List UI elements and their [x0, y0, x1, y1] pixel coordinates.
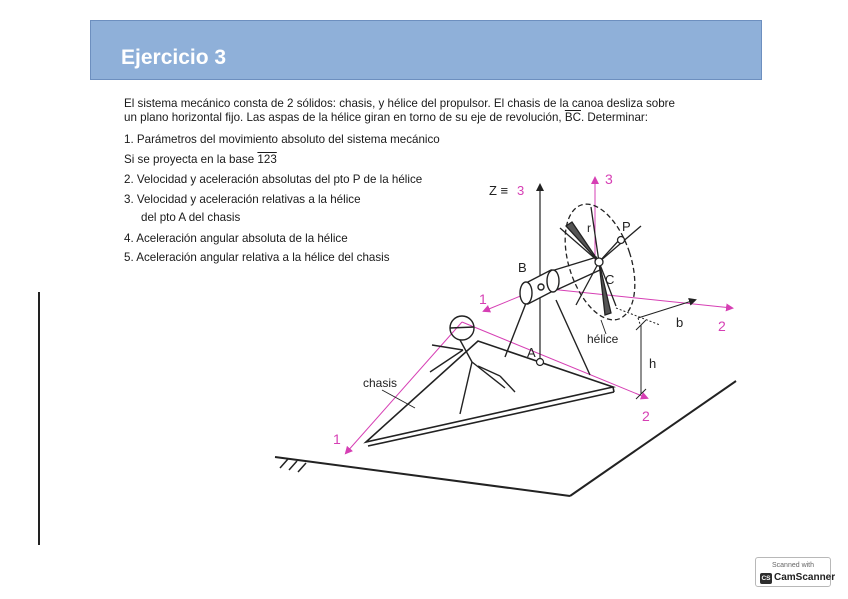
dimension-h	[636, 320, 646, 399]
axis-2-upper-label: 2	[718, 318, 726, 334]
axis-1-upper-label: 1	[479, 291, 487, 307]
chasis-leader	[382, 390, 415, 408]
task-5: 5. Aceleración angular relativa a la hélice del chasis	[124, 251, 390, 264]
camscanner-logo-icon: CS	[761, 575, 771, 582]
point-a-label: A	[527, 345, 536, 360]
task-2: 2. Velocidad y aceleración absolutas del pto P de la hélice	[124, 173, 423, 186]
z-axis-number: 3	[517, 183, 525, 198]
dimension-h-label: h	[649, 356, 657, 371]
badge-brand: CamScanner	[774, 572, 836, 583]
propeller-hub	[520, 257, 600, 304]
page-title: Ejercicio 3	[121, 46, 227, 69]
propeller	[552, 195, 648, 328]
camscanner-badge	[755, 557, 836, 587]
task-3-continued: del pto A del chasis	[141, 211, 241, 224]
support-struts	[505, 298, 590, 375]
intro-line-2-start: un plano horizontal fijo. Las aspas de la hélice giran en torno de su eje de revolución,	[124, 111, 565, 124]
point-a-marker	[537, 359, 544, 366]
point-b-label: B	[518, 260, 527, 275]
axis-bc: $\overline{BC}$	[564, 111, 581, 124]
badge-caption: Scanned with	[771, 562, 815, 569]
canoe-hull	[366, 341, 614, 446]
task-4: 4. Aceleración angular absoluta de la hélice	[124, 232, 348, 245]
task-3: 3. Velocidad y aceleración relativas a la hélice	[124, 193, 361, 206]
base-123: 123	[257, 153, 277, 166]
helice-label: hélice	[587, 332, 619, 346]
axis-2-lower-label: 2	[642, 408, 650, 424]
chasis-label: chasis	[363, 376, 398, 390]
axis-3-label: 3	[605, 171, 613, 187]
task-1: 1. Parámetros del movimiento absoluto del sistema mecánico	[124, 133, 440, 146]
dimension-b-label: b	[676, 315, 684, 330]
intro-line-2-end: . Determinar:	[580, 111, 648, 124]
axis-1-lower-label: 1	[333, 431, 341, 447]
intro-line-1: El sistema mecánico consta de 2 sólidos: chasis, y hélice del propulsor. El chasis de la canoa desliza sobre	[124, 97, 675, 110]
radius-label: r	[587, 221, 591, 235]
point-p-label: P	[622, 219, 631, 234]
task-1-base-text: Si se proyecta en la base	[124, 153, 258, 166]
point-c-label: C	[605, 272, 615, 287]
rider-figure	[430, 316, 515, 414]
z-axis-label: Z ≡	[489, 183, 509, 198]
ground-plane	[275, 381, 736, 496]
